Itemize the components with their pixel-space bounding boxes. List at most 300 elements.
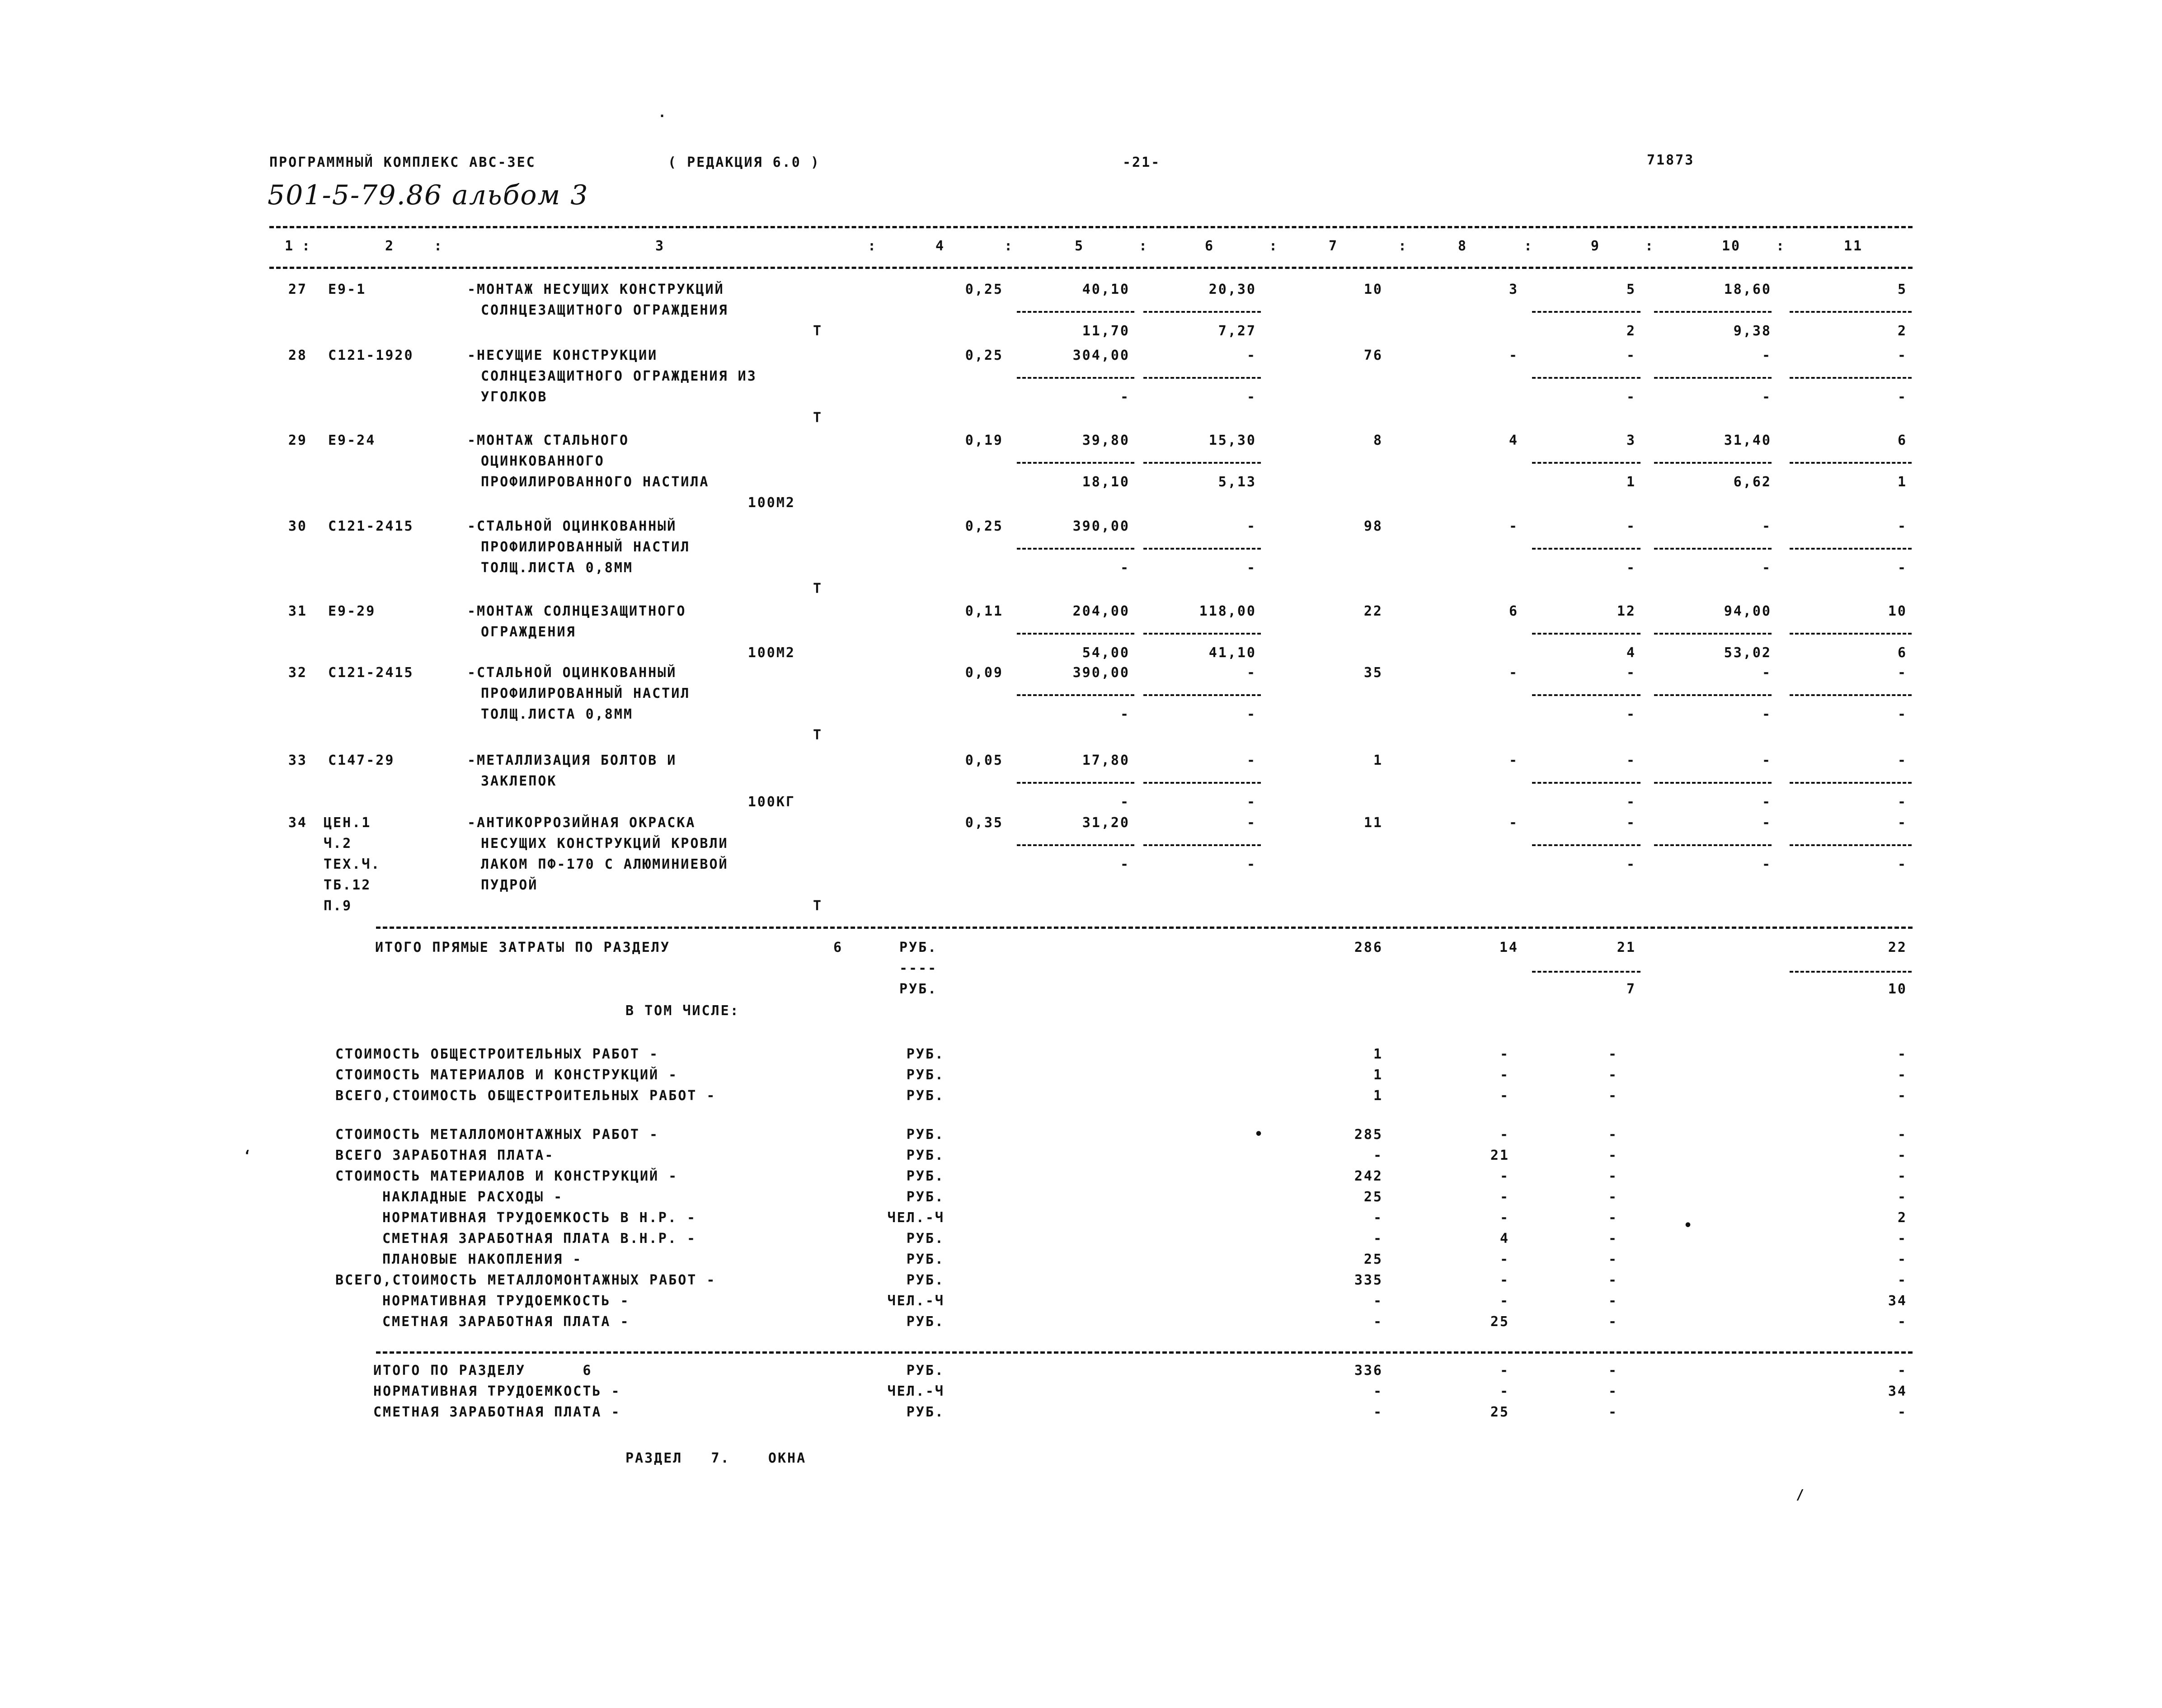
summary-label: НОРМАТИВНАЯ ТРУДОЕМКОСТЬ В Н.Р. - xyxy=(382,1210,697,1226)
row-c11-second: 2 xyxy=(1897,323,1907,339)
row-c10: 94,00 xyxy=(1724,603,1772,619)
section-total-unit: РУБ. xyxy=(906,1404,945,1420)
direct-c7: 286 xyxy=(1354,940,1383,955)
row-c6-rule xyxy=(1143,782,1261,784)
row-c5: 40,10 xyxy=(1082,282,1130,297)
row-c9-second: 4 xyxy=(1626,645,1636,661)
row-c6-second: - xyxy=(1246,389,1256,405)
row-c5-second: 54,00 xyxy=(1082,645,1130,661)
row-number: 33 xyxy=(288,753,307,768)
row-c11: - xyxy=(1897,665,1907,681)
row-number: 27 xyxy=(288,282,307,297)
row-c6-second: - xyxy=(1246,856,1256,872)
row-c9-rule xyxy=(1532,377,1640,379)
row-description-line: ЗАКЛЕПОК xyxy=(481,773,557,789)
row-c9: 3 xyxy=(1626,433,1636,448)
row-c11-rule xyxy=(1790,782,1912,784)
including-label: В ТОМ ЧИСЛЕ: xyxy=(625,1003,740,1019)
summary-c8: 4 xyxy=(1499,1231,1509,1247)
row-c10-rule xyxy=(1654,311,1772,313)
section-total-c11: 34 xyxy=(1888,1383,1907,1399)
summary-c11: - xyxy=(1897,1252,1907,1267)
summary-c8: - xyxy=(1499,1046,1509,1062)
row-description-line: ТОЛЩ.ЛИСТА 0,8ММ xyxy=(481,560,633,576)
row-c11: - xyxy=(1897,348,1907,363)
row-description-line: ПРОФИЛИРОВАННОГО НАСТИЛА xyxy=(481,474,710,490)
summary-label: ПЛАНОВЫЕ НАКОПЛЕНИЯ - xyxy=(382,1252,583,1267)
row-c10: - xyxy=(1762,348,1772,363)
column-separator: : xyxy=(1776,238,1786,254)
section-total-c8: 25 xyxy=(1490,1404,1509,1420)
scan-speck: • xyxy=(1255,1126,1263,1142)
summary-label: НАКЛАДНЫЕ РАСХОДЫ - xyxy=(382,1189,564,1205)
summary-unit: РУБ. xyxy=(906,1127,945,1143)
row-c8: - xyxy=(1509,665,1518,681)
row-c5: 390,00 xyxy=(1072,518,1130,534)
row-c6-rule xyxy=(1143,548,1261,550)
row-c9-second: - xyxy=(1626,389,1636,405)
row-c10-rule xyxy=(1654,844,1772,846)
column-number: 8 xyxy=(1458,238,1468,254)
row-c5-second: - xyxy=(1120,856,1130,872)
column-number: 3 xyxy=(655,238,665,254)
section-total-c8: - xyxy=(1499,1363,1509,1379)
row-unit: 100М2 xyxy=(747,495,795,511)
summary-c8: 21 xyxy=(1490,1148,1509,1163)
row-description-line: -АНТИКОРРОЗИЙНАЯ ОКРАСКА xyxy=(467,815,696,831)
summary-label: СТОИМОСТЬ МАТЕРИАЛОВ И КОНСТРУКЦИЙ - xyxy=(335,1168,678,1184)
summary-c11: - xyxy=(1897,1067,1907,1083)
summary-c7: - xyxy=(1373,1293,1383,1309)
row-c6: - xyxy=(1246,348,1256,363)
row-c6-rule xyxy=(1143,694,1261,696)
row-unit: 100М2 xyxy=(747,645,795,661)
row-c11-rule xyxy=(1790,548,1912,550)
direct-c11: 22 xyxy=(1888,940,1907,955)
row-c11-second: 6 xyxy=(1897,645,1907,661)
summary-c11: - xyxy=(1897,1088,1907,1104)
row-c9-second: - xyxy=(1626,560,1636,576)
summary-c8: - xyxy=(1499,1127,1509,1143)
row-c11-second: - xyxy=(1897,389,1907,405)
row-c4: 0,05 xyxy=(965,753,1003,768)
summary-unit: ЧЕЛ.-Ч xyxy=(887,1293,945,1309)
row-c10-rule xyxy=(1654,782,1772,784)
summary-label: ВСЕГО,СТОИМОСТЬ ОБЩЕСТРОИТЕЛЬНЫХ РАБОТ - xyxy=(335,1088,716,1104)
row-c5: 39,80 xyxy=(1082,433,1130,448)
row-code: С121-2415 xyxy=(328,665,414,681)
summary-unit: РУБ. xyxy=(906,1231,945,1247)
row-c5-rule xyxy=(1017,782,1134,784)
direct-costs-unit-2: РУБ. xyxy=(899,981,938,997)
scan-speck: / xyxy=(1796,1487,1805,1503)
row-description-line: ОГРАЖДЕНИЯ xyxy=(481,624,576,640)
row-code: Е9-29 xyxy=(328,603,376,619)
row-c6-second: 5,13 xyxy=(1218,474,1256,490)
row-c9-second: 2 xyxy=(1626,323,1636,339)
summary-c9: - xyxy=(1608,1293,1618,1309)
row-c6-second: - xyxy=(1246,560,1256,576)
row-c5-second: - xyxy=(1120,389,1130,405)
row-c5-rule xyxy=(1017,633,1134,635)
summary-c9: - xyxy=(1608,1148,1618,1163)
row-c9: - xyxy=(1626,753,1636,768)
row-c6: - xyxy=(1246,753,1256,768)
summary-unit: РУБ. xyxy=(906,1252,945,1267)
row-c7: 1 xyxy=(1373,753,1383,768)
column-separator: : xyxy=(1139,238,1149,254)
row-c9: 12 xyxy=(1617,603,1636,619)
row-c5-second: - xyxy=(1120,794,1130,810)
row-c5-second: - xyxy=(1120,706,1130,722)
row-c7: 10 xyxy=(1363,282,1383,297)
row-c10: 18,60 xyxy=(1724,282,1772,297)
row-c5-rule xyxy=(1017,311,1134,313)
row-c7: 35 xyxy=(1363,665,1383,681)
summary-c8: - xyxy=(1499,1293,1509,1309)
column-separator: : xyxy=(1004,238,1014,254)
row-c6: - xyxy=(1246,815,1256,831)
row-unit: Т xyxy=(813,581,822,597)
row-c6-second: 7,27 xyxy=(1218,323,1256,339)
section-total-label: НОРМАТИВНАЯ ТРУДОЕМКОСТЬ - xyxy=(373,1383,621,1399)
row-description-line: УГОЛКОВ xyxy=(481,389,548,405)
row-c7: 76 xyxy=(1363,348,1383,363)
row-number: 34 xyxy=(288,815,307,831)
row-c6-second: - xyxy=(1246,706,1256,722)
summary-c9: - xyxy=(1608,1252,1618,1267)
section-total-c9: - xyxy=(1608,1363,1618,1379)
row-description-line: ПРОФИЛИРОВАННЫЙ НАСТИЛ xyxy=(481,539,691,555)
row-c6: 118,00 xyxy=(1199,603,1256,619)
section-total-label: СМЕТНАЯ ЗАРАБОТНАЯ ПЛАТА - xyxy=(373,1404,621,1420)
section-total-c9: - xyxy=(1608,1383,1618,1399)
summary-c7: 242 xyxy=(1354,1168,1383,1184)
summary-unit: РУБ. xyxy=(906,1067,945,1083)
row-number: 29 xyxy=(288,433,307,448)
edition-label: ( РЕДАКЦИЯ 6.0 ) xyxy=(668,155,820,170)
row-unit: Т xyxy=(813,727,822,743)
summary-c11: - xyxy=(1897,1046,1907,1062)
direct-c9-dash xyxy=(1532,971,1640,973)
row-description-line: СОЛНЦЕЗАЩИТНОГО ОГРАЖДЕНИЯ ИЗ xyxy=(481,368,757,384)
summary-c7: 25 xyxy=(1363,1189,1383,1205)
row-c11-rule xyxy=(1790,311,1912,313)
row-c11: - xyxy=(1897,815,1907,831)
row-c9-second: - xyxy=(1626,706,1636,722)
row-description-line: -НЕСУЩИЕ КОНСТРУКЦИИ xyxy=(467,348,658,363)
row-description-line: ТОЛЩ.ЛИСТА 0,8ММ xyxy=(481,706,633,722)
row-c4: 0,35 xyxy=(965,815,1003,831)
row-description-line: -СТАЛЬНОЙ ОЦИНКОВАННЫЙ xyxy=(467,665,677,681)
row-description-line: ОЦИНКОВАННОГО xyxy=(481,453,605,469)
row-c11-rule xyxy=(1790,694,1912,696)
row-c10-rule xyxy=(1654,462,1772,464)
column-number: 1 xyxy=(285,238,295,254)
row-c5: 304,00 xyxy=(1072,348,1130,363)
scan-speck: · xyxy=(658,108,667,124)
row-c11: - xyxy=(1897,518,1907,534)
row-description-line: -МОНТАЖ СТАЛЬНОГО xyxy=(467,433,630,448)
direct-costs-label: ИТОГО ПРЯМЫЕ ЗАТРАТЫ ПО РАЗДЕЛУ xyxy=(375,940,670,955)
column-separator: : xyxy=(434,238,444,254)
section-total-c11: - xyxy=(1897,1404,1907,1420)
row-c9-rule xyxy=(1532,633,1640,635)
summary-c7: - xyxy=(1373,1314,1383,1330)
row-description-line: -МОНТАЖ СОЛНЦЕЗАЩИТНОГО xyxy=(467,603,686,619)
column-number: 9 xyxy=(1591,238,1601,254)
row-number: 28 xyxy=(288,348,307,363)
summary-c9: - xyxy=(1608,1046,1618,1062)
column-number: 11 xyxy=(1844,238,1863,254)
summary-c8: - xyxy=(1499,1189,1509,1205)
summary-label: НОРМАТИВНАЯ ТРУДОЕМКОСТЬ - xyxy=(382,1293,630,1309)
row-c6: - xyxy=(1246,518,1256,534)
row-c8: - xyxy=(1509,348,1518,363)
row-c6: 20,30 xyxy=(1208,282,1256,297)
summary-c11: 2 xyxy=(1897,1210,1907,1226)
row-c11-rule xyxy=(1790,462,1912,464)
summary-unit: ЧЕЛ.-Ч xyxy=(887,1210,945,1226)
summary-label: СМЕТНАЯ ЗАРАБОТНАЯ ПЛАТА В.Н.Р. - xyxy=(382,1231,697,1247)
summary-c9: - xyxy=(1608,1168,1618,1184)
column-separator: : xyxy=(868,238,878,254)
row-c7: 11 xyxy=(1363,815,1383,831)
summary-label: СТОИМОСТЬ МЕТАЛЛОМОНТАЖНЫХ РАБОТ - xyxy=(335,1127,659,1143)
row-c10-second: - xyxy=(1762,794,1772,810)
row-code: С121-1920 xyxy=(328,348,414,363)
row-c4: 0,25 xyxy=(965,348,1003,363)
row-c11-rule xyxy=(1790,377,1912,379)
row-code-line: ЦЕН.1 xyxy=(324,815,371,831)
program-title: ПРОГРАММНЫЙ КОМПЛЕКС АВС-ЗЕС xyxy=(269,155,536,170)
row-c9-second: - xyxy=(1626,794,1636,810)
row-c9: - xyxy=(1626,815,1636,831)
direct-c8: 14 xyxy=(1499,940,1518,955)
section-total-c7: - xyxy=(1373,1383,1383,1399)
summary-c8: 25 xyxy=(1490,1314,1509,1330)
column-separator: : xyxy=(302,238,312,254)
summary-unit: РУБ. xyxy=(906,1088,945,1104)
row-description-line: ПУДРОЙ xyxy=(481,877,538,893)
row-code-line: ТБ.12 xyxy=(324,877,371,893)
row-c5: 17,80 xyxy=(1082,753,1130,768)
row-c10-second: - xyxy=(1762,856,1772,872)
row-description-line: НЕСУЩИХ КОНСТРУКЦИЙ КРОВЛИ xyxy=(481,836,728,852)
summary-c8: - xyxy=(1499,1088,1509,1104)
summary-c7: - xyxy=(1373,1210,1383,1226)
row-c6-rule xyxy=(1143,311,1261,313)
summary-label: ВСЕГО ЗАРАБОТНАЯ ПЛАТА- xyxy=(335,1148,555,1163)
row-c8: - xyxy=(1509,753,1518,768)
row-c6-rule xyxy=(1143,462,1261,464)
section-total-unit: РУБ. xyxy=(906,1363,945,1379)
section-total-c9: - xyxy=(1608,1404,1618,1420)
summary-c9: - xyxy=(1608,1231,1618,1247)
row-c9-rule xyxy=(1532,844,1640,846)
summary-c9: - xyxy=(1608,1189,1618,1205)
summary-c8: - xyxy=(1499,1067,1509,1083)
totals-rule xyxy=(376,927,1913,929)
row-c5-second: - xyxy=(1120,560,1130,576)
row-description-line: СОЛНЦЕЗАЩИТНОГО ОГРАЖДЕНИЯ xyxy=(481,302,728,318)
row-c4: 0,25 xyxy=(965,282,1003,297)
row-code: Е9-1 xyxy=(328,282,367,297)
section-total-label: ИТОГО ПО РАЗДЕЛУ 6 xyxy=(373,1363,592,1379)
row-c11: - xyxy=(1897,753,1907,768)
column-number: 4 xyxy=(935,238,945,254)
row-c11-second: - xyxy=(1897,794,1907,810)
row-c5-second: 11,70 xyxy=(1082,323,1130,339)
row-code: С147-29 xyxy=(328,753,395,768)
row-number: 31 xyxy=(288,603,307,619)
row-code: С121-2415 xyxy=(328,518,414,534)
next-section-title: РАЗДЕЛ 7. ОКНА xyxy=(625,1450,807,1466)
row-c4: 0,19 xyxy=(965,433,1003,448)
row-description-line: ЛАКОМ ПФ-170 С АЛЮМИНИЕВОЙ xyxy=(481,856,728,872)
row-code-line: Ч.2 xyxy=(324,836,352,852)
direct-c9b: 7 xyxy=(1626,981,1636,997)
row-description-line: -СТАЛЬНОЙ ОЦИНКОВАННЫЙ xyxy=(467,518,677,534)
row-c9: - xyxy=(1626,348,1636,363)
summary-c11: 34 xyxy=(1888,1293,1907,1309)
summary-c11: - xyxy=(1897,1127,1907,1143)
section-total-rule xyxy=(376,1351,1913,1354)
summary-c7: 25 xyxy=(1363,1252,1383,1267)
summary-c11: - xyxy=(1897,1231,1907,1247)
row-c5-rule xyxy=(1017,844,1134,846)
row-c8: 4 xyxy=(1509,433,1518,448)
summary-c7: - xyxy=(1373,1231,1383,1247)
row-c11-second: 1 xyxy=(1897,474,1907,490)
row-c11-second: - xyxy=(1897,560,1907,576)
page-number: -21- xyxy=(1123,155,1161,170)
row-number: 30 xyxy=(288,518,307,534)
section-total-c7: - xyxy=(1373,1404,1383,1420)
row-c7: 22 xyxy=(1363,603,1383,619)
row-c4: 0,25 xyxy=(965,518,1003,534)
summary-c8: - xyxy=(1499,1252,1509,1267)
row-c6: 15,30 xyxy=(1208,433,1256,448)
row-c9: - xyxy=(1626,518,1636,534)
row-c9: 5 xyxy=(1626,282,1636,297)
row-c9: - xyxy=(1626,665,1636,681)
row-number: 32 xyxy=(288,665,307,681)
section-total-unit: ЧЕЛ.-Ч xyxy=(887,1383,945,1399)
row-c8: 3 xyxy=(1509,282,1518,297)
row-c5-rule xyxy=(1017,377,1134,379)
row-c10-second: 6,62 xyxy=(1733,474,1772,490)
row-unit: Т xyxy=(813,323,822,339)
row-c11-second: - xyxy=(1897,856,1907,872)
row-c9-rule xyxy=(1532,782,1640,784)
row-c10: 31,40 xyxy=(1724,433,1772,448)
summary-label: СТОИМОСТЬ МАТЕРИАЛОВ И КОНСТРУКЦИЙ - xyxy=(335,1067,678,1083)
summary-c7: - xyxy=(1373,1148,1383,1163)
row-c10-second: - xyxy=(1762,706,1772,722)
scan-speck: ‘ xyxy=(243,1148,252,1164)
row-c5-rule xyxy=(1017,694,1134,696)
row-description-line: -МОНТАЖ НЕСУЩИХ КОНСТРУКЦИЙ xyxy=(467,282,724,297)
row-code-line: ТЕХ.Ч. xyxy=(324,856,381,872)
row-description-line: ПРОФИЛИРОВАННЫЙ НАСТИЛ xyxy=(481,686,691,701)
summary-c11: - xyxy=(1897,1168,1907,1184)
summary-c9: - xyxy=(1608,1088,1618,1104)
row-c6-second: - xyxy=(1246,794,1256,810)
row-c9-rule xyxy=(1532,694,1640,696)
head-rule-bottom xyxy=(269,267,1913,269)
row-c11-rule xyxy=(1790,844,1912,846)
row-c10-second: - xyxy=(1762,560,1772,576)
column-separator: : xyxy=(1398,238,1408,254)
row-c8: - xyxy=(1509,518,1518,534)
column-number: 7 xyxy=(1329,238,1339,254)
row-c10-second: - xyxy=(1762,389,1772,405)
row-c5-rule xyxy=(1017,462,1134,464)
summary-c8: - xyxy=(1499,1272,1509,1288)
row-c10: - xyxy=(1762,815,1772,831)
summary-c9: - xyxy=(1608,1127,1618,1143)
row-c11-second: - xyxy=(1897,706,1907,722)
section-total-c11: - xyxy=(1897,1363,1907,1379)
row-unit: Т xyxy=(813,410,822,426)
row-c6-rule xyxy=(1143,377,1261,379)
row-c10: - xyxy=(1762,665,1772,681)
row-c10: - xyxy=(1762,518,1772,534)
row-c11-rule xyxy=(1790,633,1912,635)
column-separator: : xyxy=(1524,238,1534,254)
handwritten-album-note: 501-5-79.86 альбом 3 xyxy=(268,179,589,211)
column-number: 6 xyxy=(1205,238,1215,254)
row-c10: - xyxy=(1762,753,1772,768)
summary-unit: РУБ. xyxy=(906,1189,945,1205)
summary-c8: - xyxy=(1499,1168,1509,1184)
row-c10-second: 53,02 xyxy=(1724,645,1772,661)
summary-c11: - xyxy=(1897,1314,1907,1330)
summary-label: СМЕТНАЯ ЗАРАБОТНАЯ ПЛАТА - xyxy=(382,1314,630,1330)
row-c9-rule xyxy=(1532,311,1640,313)
summary-label: ВСЕГО,СТОИМОСТЬ МЕТАЛЛОМОНТАЖНЫХ РАБОТ - xyxy=(335,1272,716,1288)
head-rule-top xyxy=(269,226,1913,228)
column-separator: : xyxy=(1645,238,1655,254)
row-c6: - xyxy=(1246,665,1256,681)
row-c4: 0,09 xyxy=(965,665,1003,681)
summary-c8: - xyxy=(1499,1210,1509,1226)
row-code: Е9-24 xyxy=(328,433,376,448)
row-c5-rule xyxy=(1017,548,1134,550)
row-c11: 6 xyxy=(1897,433,1907,448)
direct-costs-dash: ---- xyxy=(899,960,938,976)
row-c9-rule xyxy=(1532,462,1640,464)
summary-c9: - xyxy=(1608,1067,1618,1083)
row-c9-second: 1 xyxy=(1626,474,1636,490)
row-c10-rule xyxy=(1654,377,1772,379)
summary-unit: РУБ. xyxy=(906,1046,945,1062)
row-unit: 100КГ xyxy=(747,794,795,810)
scan-speck: • xyxy=(1684,1218,1692,1233)
row-description-line: -МЕТАЛЛИЗАЦИЯ БОЛТОВ И xyxy=(467,753,677,768)
summary-unit: РУБ. xyxy=(906,1168,945,1184)
summary-c7: 1 xyxy=(1373,1088,1383,1104)
summary-c11: - xyxy=(1897,1189,1907,1205)
row-c8: - xyxy=(1509,815,1518,831)
summary-c7: 1 xyxy=(1373,1067,1383,1083)
column-number: 5 xyxy=(1075,238,1085,254)
direct-c11b: 10 xyxy=(1888,981,1907,997)
direct-costs-unit: РУБ. xyxy=(899,940,938,955)
row-c10-second: 9,38 xyxy=(1733,323,1772,339)
row-c5: 204,00 xyxy=(1072,603,1130,619)
